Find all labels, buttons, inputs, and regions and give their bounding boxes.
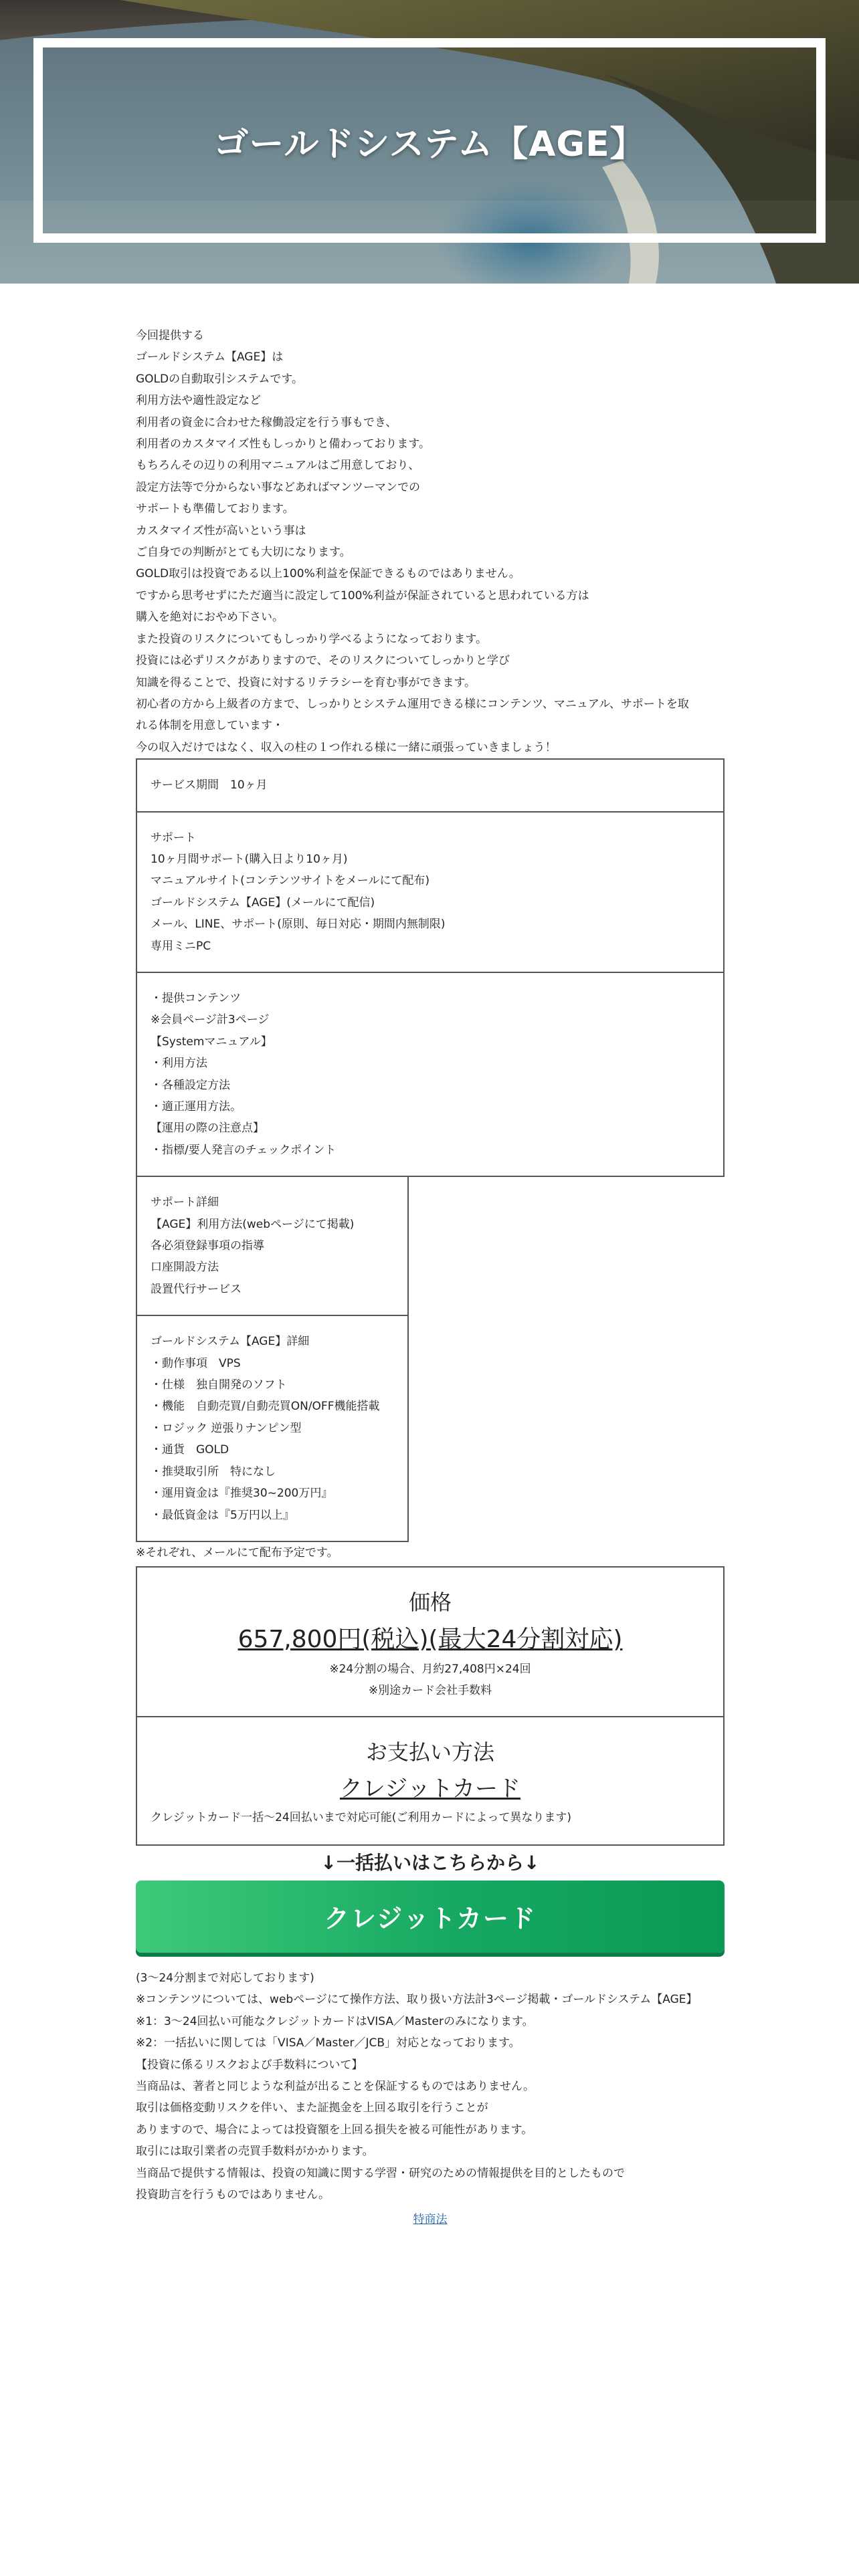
price-box — [136, 1566, 725, 1717]
intro-line: また投資のリスクについてもしっかり学べるようになっております。 — [136, 632, 487, 646]
price-heading: 価格 — [408, 1589, 452, 1615]
intro-line: 利用者のカスタマイズ性もしっかりと備わっております。 — [136, 437, 430, 451]
page-title: ゴールドシステム【AGE】 — [213, 124, 646, 165]
hero-frame — [33, 38, 826, 243]
payment-heading: お支払い方法 — [365, 1739, 494, 1765]
commercial-law-link[interactable]: 特商法 — [413, 2213, 448, 2227]
support-line: 10ヶ月間サポート(購入日より10ヶ月) — [151, 852, 348, 866]
intro-line: 利用方法や適性設定など — [136, 394, 261, 408]
system-detail-line: ・最低資金は『5万円以上』 — [151, 1508, 294, 1522]
system-detail-line: ・運用資金は『推奨30~200万円』 — [151, 1487, 333, 1501]
intro-line: サポートも準備しております。 — [136, 502, 294, 516]
contents-line: ※会員ページ計3ページ — [151, 1013, 270, 1027]
footer-note-line: 取引は価格変動リスクを伴い、また証拠金を上回る取引を行うことが — [136, 2101, 488, 2115]
intro-line: 今回提供する — [136, 329, 204, 342]
credit-card-button[interactable]: クレジットカード — [136, 1881, 725, 1953]
intro-line: 投資には必ずリスクがありますので、そのリスクについてしっかりと学び — [136, 654, 510, 668]
intro-line: GOLDの自動取引システムです。 — [136, 372, 304, 386]
support-detail-box — [136, 1177, 409, 1316]
support-line: ゴールドシステム【AGE】(メールにて配信) — [151, 895, 375, 909]
contents-line: ・各種設定方法 — [151, 1078, 230, 1092]
price-value: 657,800円(税込)(最大24分割対応) — [237, 1625, 623, 1653]
system-detail-line: ・ロジック 逆張りナンピン型 — [151, 1421, 302, 1435]
support-detail-line: 各必須登録事項の指導 — [151, 1239, 264, 1253]
intro-line: ですから思考せずにただ適当に設定して100%利益が保証されていると思われている方は — [136, 588, 589, 603]
distribution-note: ※それぞれ、メールにて配布予定です。 — [136, 1545, 339, 1560]
system-detail-line: ・動作事項 VPS — [151, 1356, 241, 1370]
payment-note: クレジットカード一括〜24回払いまで対応可能(ご利用カードによって異なります) — [151, 1810, 571, 1824]
support-line: サポート — [151, 831, 196, 845]
support-detail-line: 【AGE】利用方法(webページにて掲載) — [151, 1217, 355, 1231]
intro-line: もちろんその辺りの利用マニュアルはご用意しており、 — [136, 459, 420, 473]
footer-notes — [136, 1967, 725, 2206]
footer-note-line: 当商品は、著者と同じような利益が出ることを保証するものではありません。 — [136, 2079, 535, 2093]
contents-line: 【Systemマニュアル】 — [151, 1035, 272, 1049]
footer-note-line: 【投資に係るリスクおよび手数料について】 — [136, 2058, 363, 2072]
support-line: 専用ミニPC — [151, 939, 211, 953]
system-detail-line: ゴールドシステム【AGE】詳細 — [151, 1335, 310, 1349]
intro-line: 利用者の資金に合わせた稼働設定を行う事もでき、 — [136, 415, 397, 429]
intro-line: 今の収入だけではなく、収入の柱の１つ作れる様に一緒に頑張っていきましょう！ — [136, 740, 557, 754]
footer-note-line: 当商品で提供する情報は、投資の知識に関する学習・研究のための情報提供を目的としたもので — [136, 2166, 625, 2180]
system-detail-line: ・機能 自動売買/自動売買ON/OFF機能搭載 — [151, 1400, 380, 1414]
service-period-box — [136, 758, 725, 812]
support-detail-line: 設置代行サービス — [151, 1282, 242, 1296]
hero-banner — [0, 0, 859, 284]
price-fee-note: ※別途カード会社手数料 — [368, 1683, 492, 1697]
intro-line: 購入を絶対におやめ下さい。 — [136, 611, 284, 625]
footer-note-line: 取引には取引業者の売買手数料がかかります。 — [136, 2145, 374, 2159]
payment-method: クレジットカード — [339, 1775, 521, 1802]
system-detail-line: ・通貨 GOLD — [151, 1443, 229, 1457]
intro-line: カスタマイズ性が高いという事は — [136, 524, 306, 538]
system-detail-line: ・推奨取引所 特になし — [151, 1465, 276, 1479]
support-line: メール、LINE、サポート(原則、毎日対応・期間内無制限) — [151, 918, 446, 932]
contents-line: 【運用の際の注意点】 — [151, 1121, 264, 1136]
cta-lead: ↓一括払いはこちらから↓ — [320, 1851, 540, 1874]
intro-line: 設定方法等で分からない事などあればマンツーマンでの — [136, 480, 420, 494]
intro-line: ゴールドシステム【AGE】は — [136, 350, 284, 364]
support-detail-line: 口座開設方法 — [151, 1261, 219, 1275]
intro-line: れる体制を用意しています・ — [136, 719, 284, 733]
intro-line: GOLD取引は投資である以上100%利益を保証できるものではありません。 — [136, 567, 520, 581]
footer-note-line: ※1：3〜24回払い可能なクレジットカードはVISA／Masterのみになります。 — [136, 2014, 534, 2028]
footer-note-line: 投資助言を行うものではありません。 — [136, 2187, 330, 2202]
contents-line: ・提供コンテンツ — [151, 991, 242, 1005]
footer-note-line: ※コンテンツについては、webページにて操作方法、取り扱い方法計3ページ掲載・ゴールドシステム【AGE】 — [136, 1993, 698, 2007]
footer-note-line: ※2：一括払いに関しては「VISA／Master／JCB」対応となっております。 — [136, 2036, 520, 2050]
contents-line: ・指標/要人発言のチェックポイント — [151, 1143, 337, 1157]
service-period: サービス期間 10ヶ月 — [151, 778, 268, 792]
intro-line: 知識を得ることで、投資に対するリテラシーを育む事ができます。 — [136, 675, 476, 689]
intro-line: 初心者の方から上級者の方まで、しっかりとシステム運用できる様にコンテンツ、マニュアル、サポートを取 — [136, 697, 689, 711]
intro-line: ご自身での判断がとても大切になります。 — [136, 546, 351, 560]
system-detail-box — [136, 1316, 409, 1542]
payment-box — [136, 1717, 725, 1846]
contents-line: ・利用方法 — [151, 1057, 207, 1071]
contents-box — [136, 973, 725, 1177]
support-line: マニュアルサイト(コンテンツサイトをメールにて配布) — [151, 874, 430, 888]
system-detail-line: ・仕様 独自開発のソフト — [151, 1378, 287, 1392]
contents-line: ・適正運用方法。 — [151, 1100, 242, 1113]
price-installment-note: ※24分割の場合、月約27,408円×24回 — [329, 1662, 531, 1676]
footer-note-line: (3〜24分割まで対応しております) — [136, 1971, 314, 1985]
intro-text — [136, 325, 725, 758]
support-box — [136, 813, 725, 973]
footer-note-line: ありますので、場合によっては投資額を上回る損失を被る可能性があります。 — [136, 2123, 533, 2137]
main-content — [136, 325, 725, 2231]
support-detail-line: サポート詳細 — [151, 1196, 219, 1210]
